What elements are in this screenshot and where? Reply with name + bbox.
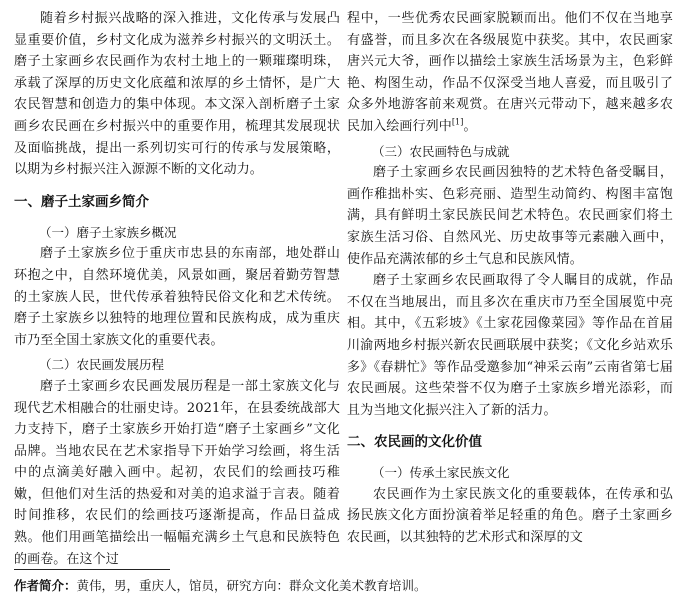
development-history-paragraph: 磨子土家画乡农民画发展历程是一部土家族文化与现代艺术相融合的壮丽史诗。2021年，在县委统战部大力支持下，磨子土家族乡开始打造“磨子土家画乡”文化品牌。当地农民在艺术家指导下开始学习绘画，将生活中的点滴美好融入画中。起初，农民们的绘画技巧稚嫩，但他们对生活的热爱和对美的追求溢于言表。随着时间推移，农民们的绘画技巧逐渐提高，作品日益成熟。他们用画笔描绘出一幅幅充满乡土气息和民族特色的画卷。在这个过 xyxy=(14,378,340,567)
subheading-development-history: （二）农民画发展历程 xyxy=(39,357,165,373)
citation-marker: [1] xyxy=(451,117,464,127)
intro-paragraph: 随着乡村振兴战略的深入推进，文化传承与发展凸显重要价值，乡村文化成为滋养乡村振兴的文明沃土。磨子土家画乡农民画作为农村土地上的一颗璀璨明珠，承载了深厚的历史文化底蕴和浓厚的乡土情怀，是广大农民智慧和创造力的集中体现。本文深入剖析磨子土家画乡农民画在乡村振兴中的重要作用，梳理其发展现状及面临挑战，提出一系列切实可行的传承与发展策略，以期为乡村振兴注入源源不断的文化动力。 xyxy=(14,11,340,178)
continued-text: 程中，一些优秀农民画家脱颖而出。他们不仅在当地享有盛誉，而且多次在各级展览中获奖。其中，农民画家唐兴元大爷，画作以描绘土家族生活场景为主，色彩鲜艳、构图生动，作品不仅深受当地人喜爱，而且吸引了众多外地游客前来观赏。在唐兴元带动下，越来越多农民加入绘画行列中 xyxy=(347,11,673,134)
section-heading-cultural-value: 二、农民画的文化价值 xyxy=(347,434,482,451)
subheading-township-overview: （一）磨子土家族乡概况 xyxy=(39,224,177,240)
continued-end: 。 xyxy=(463,118,477,134)
subheading-inherit-culture: （一）传承土家民族文化 xyxy=(372,465,510,481)
development-history-continued xyxy=(347,8,673,138)
section-heading-intro: 一、磨子土家画乡简介 xyxy=(14,193,149,210)
township-overview-paragraph: 磨子土家族乡位于重庆市忠县的东南部，地处群山环抱之中，自然环境优美，风景如画，聚居着勤劳智慧的土家族人民，世代传承着独特民俗文化和艺术传统。磨子土家族乡以独特的地理位置和民族构成，成为重庆市乃至全国土家族文化的重要代表。 xyxy=(14,246,340,348)
inherit-culture-paragraph: 农民画作为土家民族文化的重要载体，在传承和弘扬民族文化方面扮演着举足轻重的角色。磨子土家画乡农民画，以其独特的艺术形式和深厚的文 xyxy=(347,486,673,546)
achievements-paragraph: 磨子土家画乡农民画取得了令人瞩目的成就，作品不仅在当地展出，而且多次在重庆市乃至全国展览中亮相。其中，《五彩坡》《土家花园像菜园》等作品在首届川渝两地乡村振兴新农民画联展中获奖；《文化乡站欢乐多》《春耕忙》等作品受邀参加“神采云南”云南省第七届农民画展。这些荣誉不仅为磨子土家族乡增光添彩，而且为当地文化振兴注入了新的活力。 xyxy=(347,273,673,418)
author-note xyxy=(14,577,427,595)
left-column xyxy=(14,8,340,570)
features-paragraph: 磨子土家画乡农民画因独特的艺术特色备受瞩目，画作稚拙朴实、色彩亮丽、造型生动简约、构图丰富饱满，具有鲜明土家民族民间艺术特色。农民画家们将土家族生活习俗、自然风光、历史故事等元素融入画中，使作品充满浓郁的乡土气息和民族风情。 xyxy=(347,165,673,267)
author-note-label: 作者简介： xyxy=(14,578,77,593)
footnote-divider xyxy=(14,569,170,570)
right-column xyxy=(347,8,673,549)
author-note-text: 黄伟，男，重庆人，馆员，研究方向：群众文化美术教育培训。 xyxy=(76,578,427,593)
subheading-features-achievements: （三）农民画特色与成就 xyxy=(372,143,510,159)
